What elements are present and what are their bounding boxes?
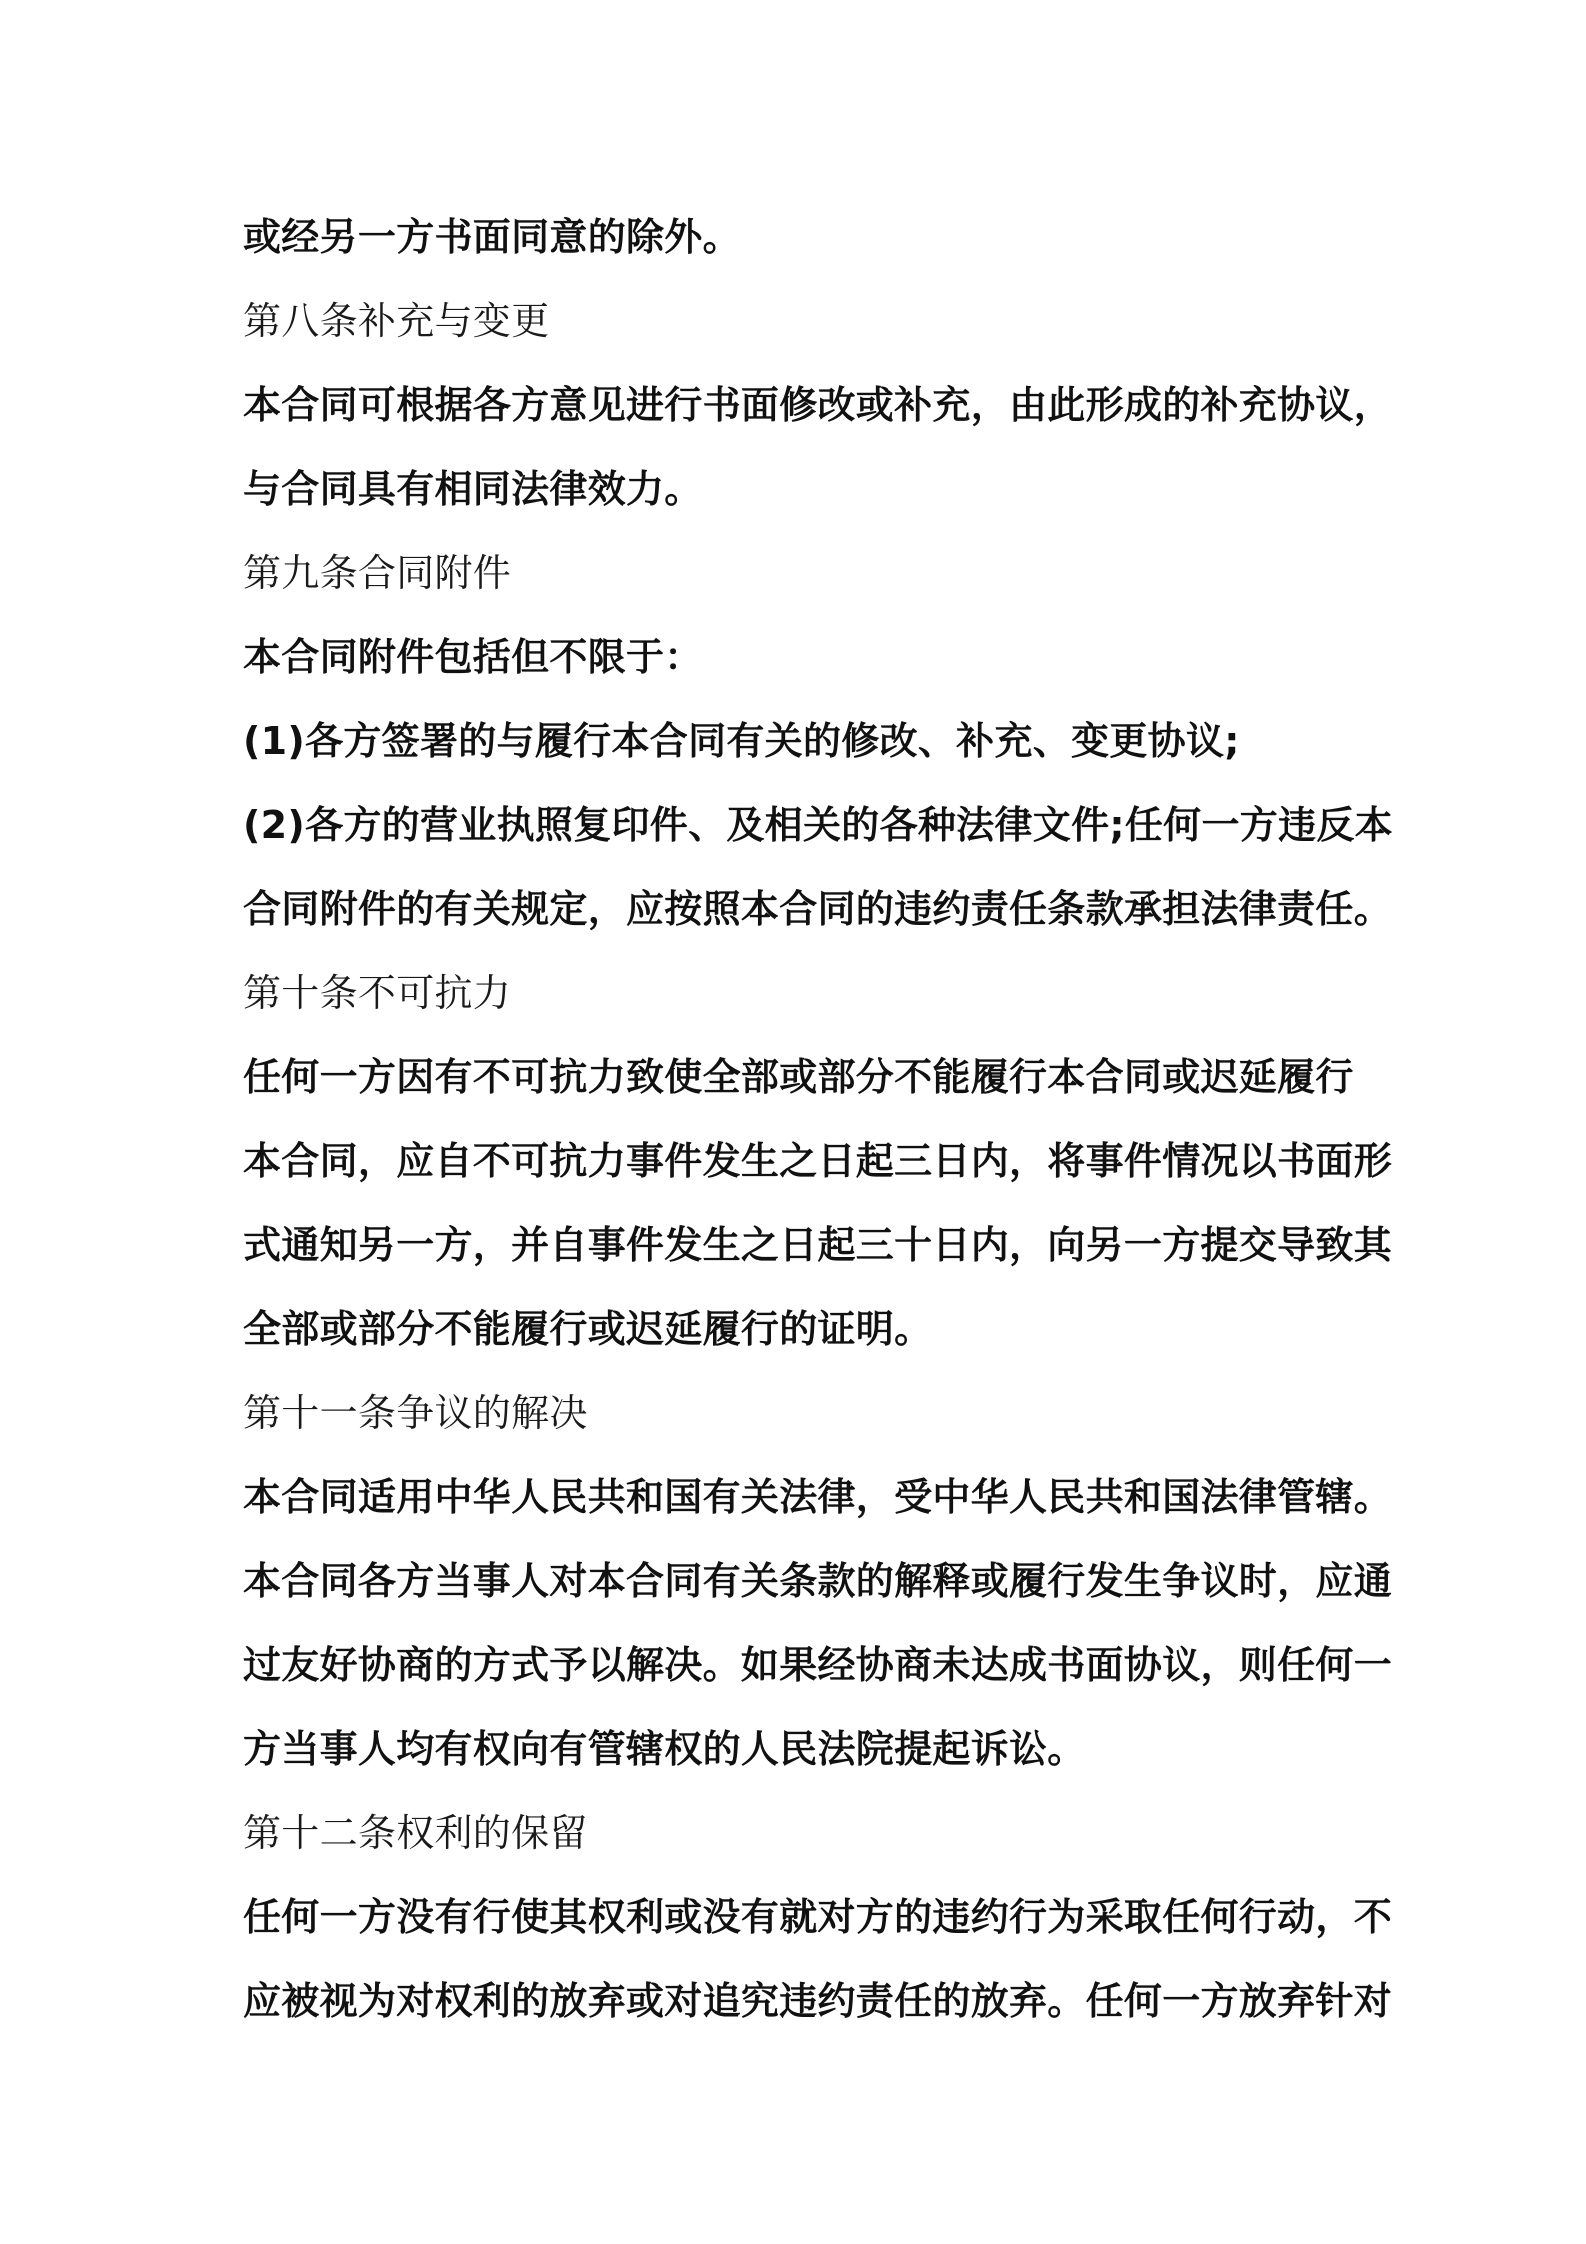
article-heading-8: 第八条补充与变更	[243, 299, 550, 343]
text-line: 本合同，应自不可抗力事件发生之日起三日内，将事件情况以书面形	[243, 1139, 1393, 1183]
text-line: 本合同附件包括但不限于：	[243, 635, 703, 679]
contract-text	[243, 195, 1393, 2043]
text-line: 本合同可根据各方意见进行书面修改或补充，由此形成的补充协议，	[243, 383, 1393, 427]
text-line: 合同附件的有关规定，应按照本合同的违约责任条款承担法律责任。	[243, 887, 1393, 931]
text-line: 任何一方因有不可抗力致使全部或部分不能履行本合同或迟延履行	[243, 1055, 1354, 1099]
article-heading-12: 第十二条权利的保留	[243, 1811, 588, 1855]
text-line: 本合同适用中华人民共和国有关法律，受中华人民共和国法律管辖。	[243, 1475, 1393, 1519]
text-line: 本合同各方当事人对本合同有关条款的解释或履行发生争议时，应通	[243, 1559, 1393, 1603]
article-heading-9: 第九条合同附件	[243, 551, 512, 595]
list-item-2: (2)各方的营业执照复印件、及相关的各种法律文件;任何一方违反本	[243, 803, 1393, 847]
text-line: 方当事人均有权向有管辖权的人民法院提起诉讼。	[243, 1727, 1086, 1771]
text-line: 或经另一方书面同意的除外。	[243, 215, 741, 259]
text-line: 任何一方没有行使其权利或没有就对方的违约行为采取任何行动，不	[243, 1895, 1393, 1939]
text-line: 式通知另一方，并自事件发生之日起三十日内，向另一方提交导致其	[243, 1223, 1393, 1267]
text-line: 应被视为对权利的放弃或对追究违约责任的放弃。任何一方放弃针对	[243, 1979, 1393, 2023]
article-heading-10: 第十条不可抗力	[243, 971, 512, 1015]
list-item-1: (1)各方签署的与履行本合同有关的修改、补充、变更协议;	[243, 719, 1240, 763]
article-heading-11: 第十一条争议的解决	[243, 1391, 588, 1435]
text-line: 过友好协商的方式予以解决。如果经协商未达成书面协议，则任何一	[243, 1643, 1393, 1687]
text-line: 与合同具有相同法律效力。	[243, 467, 703, 511]
text-line: 全部或部分不能履行或迟延履行的证明。	[243, 1307, 933, 1351]
